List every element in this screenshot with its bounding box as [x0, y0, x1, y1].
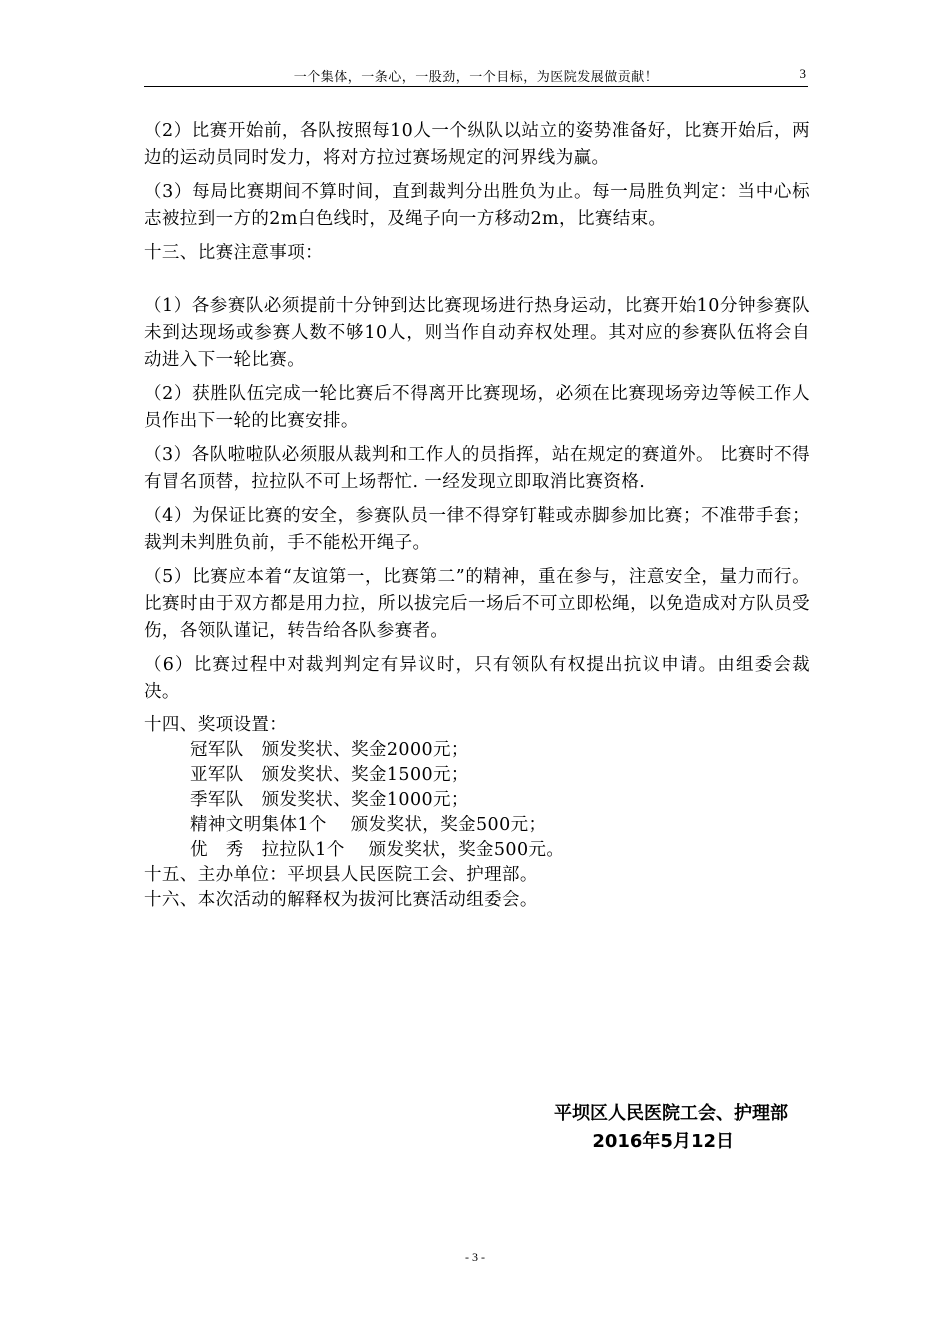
section-15: 十五、主办单位：平坝县人民医院工会、护理部。: [144, 865, 538, 885]
award-spirit: 精神文明集体1个 颁发奖状，奖金500元；: [190, 815, 547, 835]
award-cheer-team: 优 秀 拉拉队1个 颁发奖状，奖金500元。: [190, 840, 565, 860]
notice-item-3: （3）各队啦啦队必须服从裁判和工作人的员指挥，站在规定的赛道外。 比赛时不得有冒名顶替，拉拉队不可上场帮忙. 一经发现立即取消比赛资格.: [144, 445, 810, 492]
page-footer: - 3 -: [465, 1250, 485, 1264]
section-16: 十六、本次活动的解释权为拔河比赛活动组委会。: [144, 890, 538, 910]
notice-item-2: （2）获胜队伍完成一轮比赛后不得离开比赛现场，必须在比赛现场旁边等候工作人员作出下一轮的比赛安排。: [144, 384, 810, 431]
document-body: [144, 118, 810, 913]
rule-item-2: （2）比赛开始前，各队按照每10人一个纵队以站立的姿势准备好，比赛开始后，两边的运动员同时发力，将对方拉过赛场规定的河界线为赢。: [144, 121, 810, 168]
award-champion: 冠军队 颁发奖状、奖金2000元；: [190, 740, 469, 760]
header-page-number: 3: [799, 66, 806, 81]
section-13-title: 十三、比赛注意事项：: [144, 243, 323, 263]
award-third-place: 季军队 颁发奖状、奖金1000元；: [190, 790, 469, 810]
signature-date: 2016年5月12日: [592, 1131, 734, 1152]
notice-item-5: （5）比赛应本着“友谊第一，比赛第二”的精神，重在参与，注意安全，量力而行。 比赛时由于双方都是用力拉，所以拔完后一场后不可立即松绳，以免造成对方队员受伤，各领队谨记，转告给各队参赛者。: [144, 567, 810, 641]
signature-block: [554, 1100, 788, 1156]
signature-organization: 平坝区人民医院工会、护理部: [554, 1103, 788, 1124]
section-14-title: 十四、奖项设置：: [144, 715, 288, 735]
page-header: [144, 64, 808, 87]
rule-item-3: （3）每局比赛期间不算时间，直到裁判分出胜负为止。每一局胜负判定：当中心标志被拉到一方的2m白色线时，及绳子向一方移动2m，比赛结束。: [144, 182, 810, 229]
header-motto: 一个集体，一条心，一股劲，一个目标，为医院发展做贡献！: [293, 70, 659, 85]
notice-item-1: （1）各参赛队必须提前十分钟到达比赛现场进行热身运动，比赛开始10分钟参赛队未到达现场或参赛人数不够10人，则当作自动弃权处理。其对应的参赛队伍将会自动进入下一轮比赛。: [144, 296, 810, 370]
notice-item-4: （4）为保证比赛的安全，参赛队员一律不得穿钉鞋或赤脚参加比赛；不准带手套；裁判未判胜负前，手不能松开绳子。: [144, 506, 810, 553]
notice-item-6: （6）比赛过程中对裁判判定有异议时，只有领队有权提出抗议申请。由组委会裁决。: [144, 655, 810, 702]
award-runner-up: 亚军队 颁发奖状、奖金1500元；: [190, 765, 469, 785]
